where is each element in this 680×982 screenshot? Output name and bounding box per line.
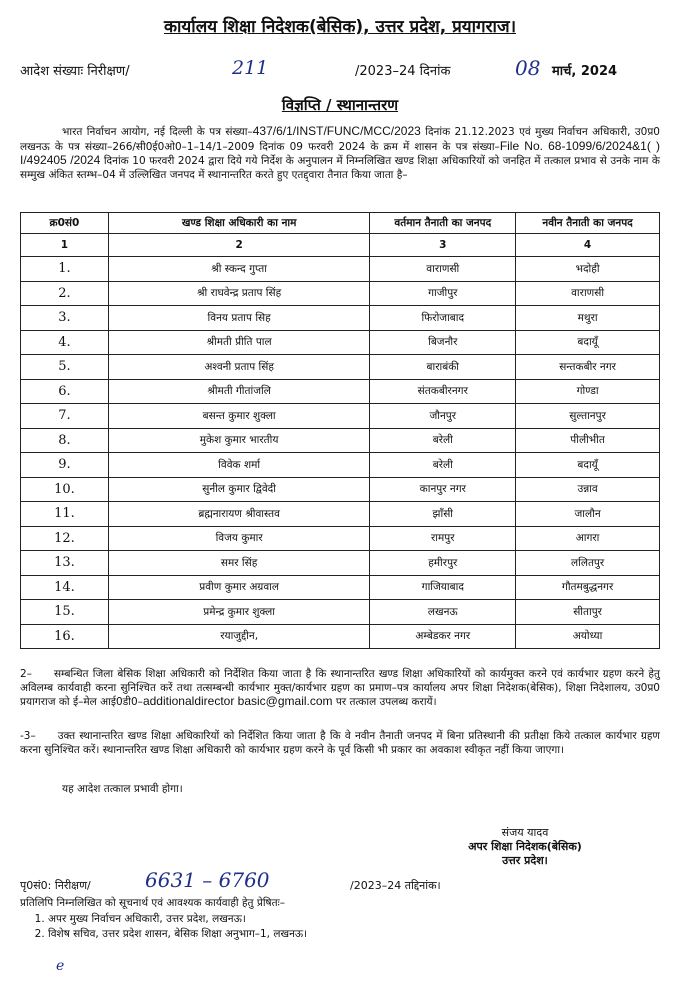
officer-name: विवेक शर्मा bbox=[108, 453, 370, 478]
current-district: बिजनौर bbox=[370, 330, 516, 355]
new-district: आगरा bbox=[516, 526, 660, 551]
new-district: ललितपुर bbox=[516, 551, 660, 576]
officer-name: श्रीमती प्रीति पाल bbox=[108, 330, 370, 355]
current-district: बरेली bbox=[370, 453, 516, 478]
current-district: अम्बेडकर नगर bbox=[370, 624, 516, 649]
serial-number: 14. bbox=[21, 575, 109, 600]
new-district: सुल्तानपुर bbox=[516, 404, 660, 429]
new-district: सन्तकबीर नगर bbox=[516, 355, 660, 380]
serial-number: 4. bbox=[21, 330, 109, 355]
current-district: वाराणसी bbox=[370, 257, 516, 282]
current-district: रामपुर bbox=[370, 526, 516, 551]
order-label: आदेश संख्याः निरीक्षण/ bbox=[20, 64, 130, 79]
table-row bbox=[21, 330, 660, 355]
order-date: मार्च, 2024 bbox=[552, 64, 618, 79]
table-row bbox=[21, 453, 660, 478]
serial-number: 7. bbox=[21, 404, 109, 429]
signatory-designation: अपर शिक्षा निदेशक(बेसिक) bbox=[468, 840, 582, 853]
officer-name: समर सिंह bbox=[108, 551, 370, 576]
reference-number-govt: File No. 68-1099/6/2024&1( ) I/492405 /2024 bbox=[20, 138, 660, 167]
new-district: बदायूँ bbox=[516, 453, 660, 478]
serial-number: 8. bbox=[21, 428, 109, 453]
paragraph-3: -3– उक्त स्थानान्तरित खण्ड शिक्षा अधिकारियों को निर्देशित किया जाता है कि वे नवीन तैनाती जनपद में बिना प्रतिस्थानी की प्रतीक्षा किये तत्काल कार्यभार ग्रहण करना सुनिश्चित करें। स्थानान्तरित खण्ड शिक्षा अधिकारी को कार्यभार ग्रहण करने के पूर्व किसी भी प्रकार का अवकाश स्वीकृत नहीं किया जाएगा। bbox=[20, 730, 660, 756]
current-district: जौनपुर bbox=[370, 404, 516, 429]
endorsement-label: पृ0सं0: निरीक्षण/ bbox=[20, 879, 91, 892]
order-number-line bbox=[20, 57, 660, 83]
subject-heading: विज्ञप्ति / स्थानान्तरण bbox=[281, 96, 399, 114]
effective-statement: यह आदेश तत्काल प्रभावी होगा। bbox=[62, 783, 183, 795]
table-row bbox=[21, 404, 660, 429]
serial-number: 2. bbox=[21, 281, 109, 306]
header-officer-name: खण्ड शिक्षा अधिकारी का नाम bbox=[108, 213, 370, 234]
officer-name: प्रमेन्द्र कुमार शुक्ला bbox=[108, 600, 370, 625]
serial-number: 1. bbox=[21, 257, 109, 282]
officer-name: बसन्त कुमार शुक्ला bbox=[108, 404, 370, 429]
paragraph-2: 2– सम्बन्धित जिला बेसिक शिक्षा अधिकारी को निर्देशित किया जाता है कि स्थानान्तरित खण्ड शिक्षा अधिकारियों को कार्यमुक्त करने एवं कार्यभार ग्रहण करने हेतु अविलम्ब कार्यवाही करना सुनिश्चित करें तथा तत्सम्बन्धी कार्यभार मुक्त/कार्यभार ग्रहण का प्रमाण–पत्र कार्यालय अपर शिक्षा निदेशक(बेसिक), शिक्षा निदेशालय, उ0प्र0 प्रयागराज को ई–मेल आई0डी0–additionaldirector basic@gmail.com पर तत्काल उपलब्ध करायें। bbox=[20, 668, 660, 708]
serial-number: 3. bbox=[21, 306, 109, 331]
signature-block bbox=[450, 826, 600, 868]
serial-number: 13. bbox=[21, 551, 109, 576]
officer-name: अश्वनी प्रताप सिंह bbox=[108, 355, 370, 380]
signatory-state: उत्तर प्रदेश। bbox=[502, 854, 548, 867]
table-row bbox=[21, 355, 660, 380]
order-year: /2023–24 दिनांक bbox=[355, 64, 451, 79]
table-row bbox=[21, 257, 660, 282]
table-row bbox=[21, 428, 660, 453]
current-district: झाँसी bbox=[370, 502, 516, 527]
order-number-handwritten: 211 bbox=[232, 57, 269, 79]
serial-number: 9. bbox=[21, 453, 109, 478]
officer-name: ब्रह्मनारायण श्रीवास्तव bbox=[108, 502, 370, 527]
officer-name: रयाजुद्दीन, bbox=[108, 624, 370, 649]
column-index-row: 1 2 3 4 bbox=[21, 234, 660, 257]
office-heading: कार्यालय शिक्षा निदेशक(बेसिक), उत्तर प्रदेश, प्रयागराज। bbox=[163, 17, 517, 37]
transfer-table bbox=[20, 212, 660, 649]
reference-number-eci: 437/6/1/INST/FUNC/MCC/2023 bbox=[252, 124, 421, 138]
copy-to-line: प्रतिलिपि निम्नलिखित को सूचनार्थ एवं आवश्यक कार्यवाही हेतु प्रेषितः– bbox=[20, 897, 285, 909]
table-row bbox=[21, 600, 660, 625]
current-district: फिरोजाबाद bbox=[370, 306, 516, 331]
serial-number: 15. bbox=[21, 600, 109, 625]
serial-number: 10. bbox=[21, 477, 109, 502]
table-row bbox=[21, 551, 660, 576]
current-district: लखनऊ bbox=[370, 600, 516, 625]
table-header-row bbox=[21, 213, 660, 234]
header-serial: क्र0सं0 bbox=[21, 213, 109, 234]
table-row bbox=[21, 379, 660, 404]
new-district: जालौन bbox=[516, 502, 660, 527]
table-row bbox=[21, 281, 660, 306]
serial-number: 5. bbox=[21, 355, 109, 380]
officer-name: श्री स्कन्द गुप्ता bbox=[108, 257, 370, 282]
current-district: कानपुर नगर bbox=[370, 477, 516, 502]
copy-to-item: 1. अपर मुख्य निर्वाचन अधिकारी, उत्तर प्रदेश, लखनऊ। bbox=[48, 912, 307, 926]
officer-name: प्रवीण कुमार अग्रवाल bbox=[108, 575, 370, 600]
new-district: पीलीभीत bbox=[516, 428, 660, 453]
officer-name: मुकेश कुमार भारतीय bbox=[108, 428, 370, 453]
table-row bbox=[21, 526, 660, 551]
header-current-district: वर्तमान तैनाती का जनपद bbox=[370, 213, 516, 234]
officer-name: सुनील कुमार द्विवेदी bbox=[108, 477, 370, 502]
current-district: गाजियाबाद bbox=[370, 575, 516, 600]
new-district: मथुरा bbox=[516, 306, 660, 331]
endorsement-year: /2023–24 तद्दिनांक। bbox=[350, 879, 441, 892]
current-district: बाराबंकी bbox=[370, 355, 516, 380]
signatory-name: संजय यादव bbox=[501, 826, 549, 839]
current-district: गाजीपुर bbox=[370, 281, 516, 306]
officer-name: श्रीमती गीतांजलि bbox=[108, 379, 370, 404]
new-district: गौतमबुद्धनगर bbox=[516, 575, 660, 600]
current-district: बरेली bbox=[370, 428, 516, 453]
new-district: भदोही bbox=[516, 257, 660, 282]
table-row bbox=[21, 624, 660, 649]
intro-paragraph: भारत निर्वाचन आयोग, नई दिल्ली के पत्र संख्या–437/6/1/INST/FUNC/MCC/2023 दिनांक 21.12.2023 एवं मुख्य निर्वाचन अधिकारी, उ0प्र0 लखनऊ के पत्र संख्या–266/सी0ई0ओ0–1–14/1–2009 दिनांक 09 फरवरी 2024 के क्रम में शासन के पत्र संख्या–File No. 68-1099/6/2024&1( ) I/492405 /2024 दिनांक 10 फरवरी 2024 द्वारा दिये गये निर्देश के अनुपालन में निम्नलिखित खण्ड शिक्षा अधिकारियों को जनहित में तत्काल प्रभाव से उनके नाम के सम्मुख अंकित स्तम्भ–04 में उल्लिखित जनपद में स्थानान्तरित करते हुए एतद्द्वारा तैनात किया जाता है– bbox=[20, 124, 660, 181]
copy-to-item: 2. विशेष सचिव, उत्तर प्रदेश शासन, बेसिक शिक्षा अनुभाग–1, लखनऊ। bbox=[48, 927, 307, 941]
endorsement-number-handwritten: 6631 – 6760 bbox=[145, 868, 270, 892]
new-district: अयोध्या bbox=[516, 624, 660, 649]
copy-to-list bbox=[20, 912, 307, 941]
new-district: उन्नाव bbox=[516, 477, 660, 502]
current-district: हमीरपुर bbox=[370, 551, 516, 576]
serial-number: 16. bbox=[21, 624, 109, 649]
copy-to-section bbox=[20, 896, 307, 942]
current-district: संतकबीरनगर bbox=[370, 379, 516, 404]
serial-number: 12. bbox=[21, 526, 109, 551]
email-address: additionaldirector basic@gmail.com bbox=[142, 694, 333, 708]
serial-number: 11. bbox=[21, 502, 109, 527]
table-row bbox=[21, 575, 660, 600]
new-district: गोण्डा bbox=[516, 379, 660, 404]
table-row bbox=[21, 477, 660, 502]
serial-number: 6. bbox=[21, 379, 109, 404]
officer-name: विनय प्रताप सिह bbox=[108, 306, 370, 331]
new-district: बदायूँ bbox=[516, 330, 660, 355]
new-district: सीतापुर bbox=[516, 600, 660, 625]
order-date-handwritten: 08 bbox=[515, 56, 541, 80]
officer-name: विजय कुमार bbox=[108, 526, 370, 551]
handwritten-initial: e bbox=[56, 958, 65, 974]
header-new-district: नवीन तैनाती का जनपद bbox=[516, 213, 660, 234]
table-row bbox=[21, 306, 660, 331]
new-district: वाराणसी bbox=[516, 281, 660, 306]
table-row bbox=[21, 502, 660, 527]
officer-name: श्री राघवेन्द्र प्रताप सिंह bbox=[108, 281, 370, 306]
